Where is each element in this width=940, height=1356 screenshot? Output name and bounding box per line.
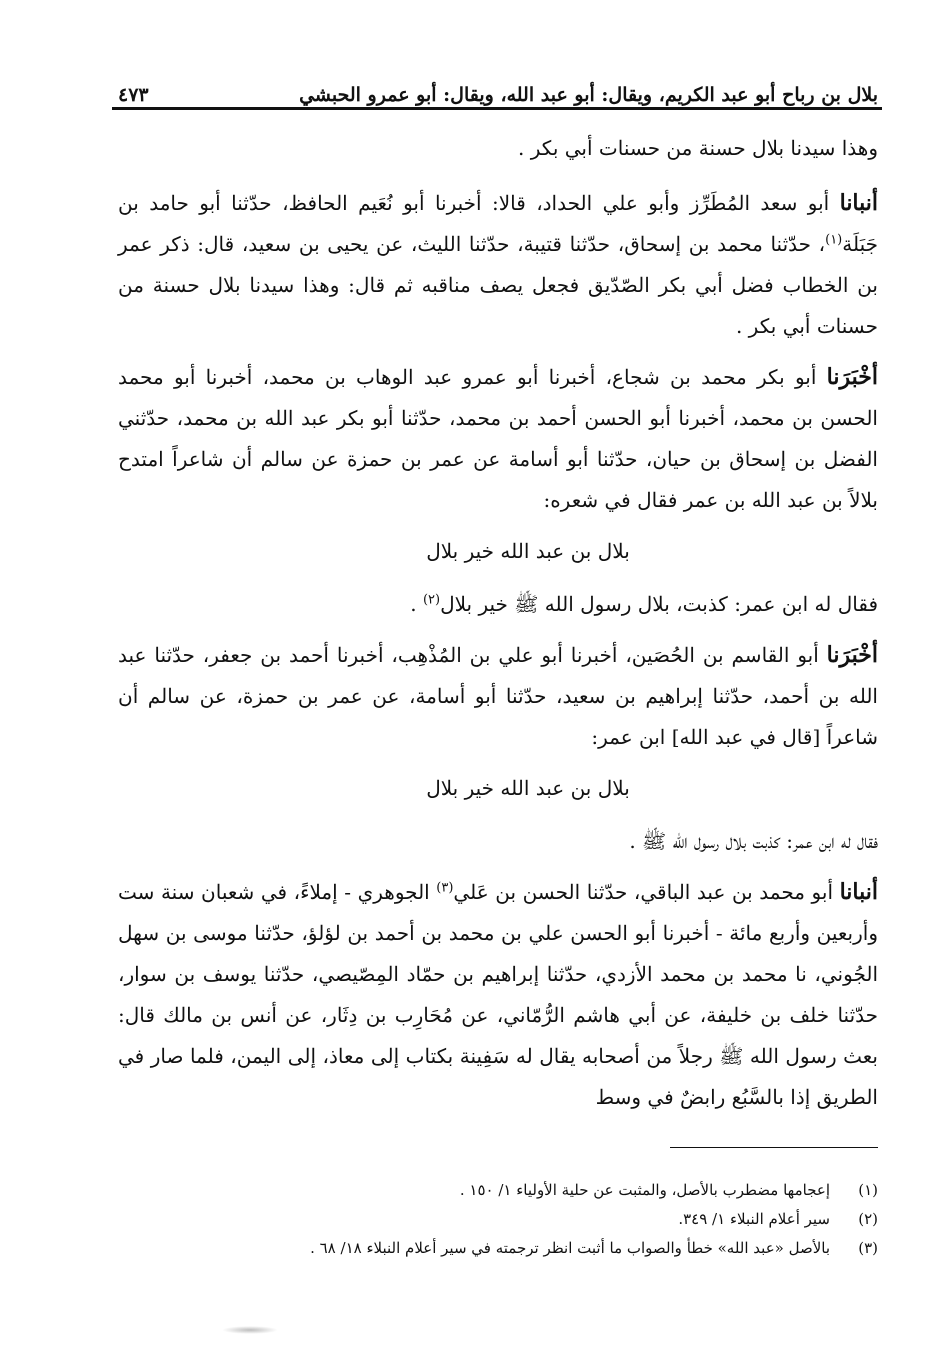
footnote-ref: (٢) bbox=[422, 592, 441, 608]
paragraph-lead-word: أنبانا bbox=[839, 879, 878, 905]
paragraph bbox=[118, 128, 878, 169]
footnote bbox=[118, 1205, 878, 1234]
verse-line bbox=[118, 531, 878, 572]
footnote-number: (٣) bbox=[858, 1239, 878, 1257]
main-text bbox=[118, 128, 878, 1128]
paragraph-text: أبو سعد المُطَرِّز وأبو علي الحداد، قالا: أخبرنا أبو نُعَيم الحافظ، حدّثنا أبو حامد بن جَبَلَة bbox=[118, 191, 878, 256]
paragraph-text: فقال له ابن عمر: كذبت بلال رسول الله ﷺ . bbox=[629, 829, 878, 853]
paragraph-text: أبو بكر محمد بن شجاع، أخبرنا أبو عمرو عبد الوهاب بن محمد، أخبرنا أبو محمد الحسن بن محمد، أخبرنا أبو الحسن أحمد بن محمد، حدّثنا أبو بكر عبد الله بن محمد، حدّثني الفضل بن إسحاق بن حيان، حدّثنا أبو أسامة عن عمر بن حمزة عن سالم أن شاعراً امتدح بلالاً بن عبد الله بن عمر فقال في شعره: bbox=[118, 365, 878, 512]
footnote-text: سير أعلام النبلاء ١/ ٣٤٩. bbox=[678, 1210, 830, 1228]
paragraph-text: . bbox=[410, 592, 423, 616]
paragraph bbox=[118, 584, 878, 625]
verse-text: بلال بن عبد الله خير بلال bbox=[426, 776, 630, 800]
running-header bbox=[118, 62, 878, 106]
footnote-ref: (١) bbox=[825, 232, 843, 248]
paragraph-text: أبو محمد بن عبد الباقي، حدّثنا الحسن بن عَلي bbox=[453, 880, 840, 904]
footnote-text: إعجامها مضطرب بالأصل، والمثبت عن حلية الأولياء ١/ ١٥٠ . bbox=[459, 1181, 830, 1199]
verse-line bbox=[118, 768, 878, 809]
paragraph-lead-word: أخْبَرَنا bbox=[826, 364, 878, 390]
paragraph-lead-word: أخْبَرَنا bbox=[826, 642, 878, 668]
paragraph-text: وهذا سيدنا بلال حسنة من حسنات أبي بكر . bbox=[518, 136, 878, 160]
header-title: بلال بن رباح أبو عبد الكريم، ويقال: أبو عبد الله، ويقال: أبو عمرو الحبشي bbox=[299, 84, 878, 106]
header-rule bbox=[112, 107, 882, 110]
footnote-number: (١) bbox=[858, 1181, 878, 1199]
footnotes bbox=[118, 1176, 878, 1263]
paragraph-lead-word: أنبانا bbox=[839, 190, 879, 216]
scan-smudge bbox=[222, 1326, 278, 1334]
footnote-rule bbox=[670, 1147, 878, 1148]
paragraph-text: ، حدّثنا محمد بن إسحاق، حدّثنا قتيبة، حدّثنا الليث، عن يحيى بن سعيد، قال: ذكر عمر بن الخطاب فضل أبي بكر الصّدّيق فجعل يصف مناقبه ثم قال: وهذا سيدنا بلال حسنة من حسنات أبي بكر . bbox=[118, 232, 878, 338]
paragraph bbox=[118, 872, 878, 1118]
footnote-ref: (٣) bbox=[436, 880, 454, 896]
footnote bbox=[118, 1234, 878, 1263]
paragraph bbox=[118, 821, 878, 862]
paragraph-text: فقال له ابن عمر: كذبت، بلال رسول الله ﷺ خير بلال bbox=[440, 592, 878, 616]
paragraph-text: الجوهري - إملاءً، في شعبان سنة ست وأربعين وأربع مائة - أخبرنا أبو الحسن علي بن محمد بن أحمد بن لؤلؤ، حدّثنا موسى بن سهل الجُوني، نا محمد بن محمد الأزدي، حدّثنا إبراهيم بن حمّاد المِصّيصي، حدّثنا يوسف بن سوار، حدّثنا خلف بن خليفة، عن أبي هاشم الرُّمّاني، عن مُحَارِب بن دِثَار، عن أنس بن مالك قال: بعث رسول الله ﷺ رجلاً من أصحابه يقال له سَفِينة بكتاب إلى معاذ، إلى اليمن، فلما صار في الطريق إذا بالسَّبُع رابضٌ في وسط bbox=[118, 880, 878, 1109]
footnote bbox=[118, 1176, 878, 1205]
footnote-number: (٢) bbox=[858, 1210, 878, 1228]
verse-text: بلال بن عبد الله خير بلال bbox=[426, 539, 630, 563]
page-number: ٤٧٣ bbox=[118, 84, 149, 106]
paragraph bbox=[118, 183, 878, 347]
paragraph-text: أبو القاسم بن الحُصَين، أخبرنا أبو علي بن المُذْهِب، أخبرنا أحمد بن جعفر، حدّثنا عبد الله بن أحمد، حدّثنا إبراهيم بن سعيد، حدّثنا أبو أسامة، عن عمر بن حمزة، عن سالم أن شاعراً [قال في عبد الله] ابن عمر: bbox=[118, 643, 878, 749]
footnote-text: بالأصل «عبد الله» خطأ والصواب ما أثبت انظر ترجمته في سير أعلام النبلاء ١٨/ ٦٨ . bbox=[310, 1239, 830, 1257]
paragraph bbox=[118, 635, 878, 758]
paragraph bbox=[118, 357, 878, 521]
